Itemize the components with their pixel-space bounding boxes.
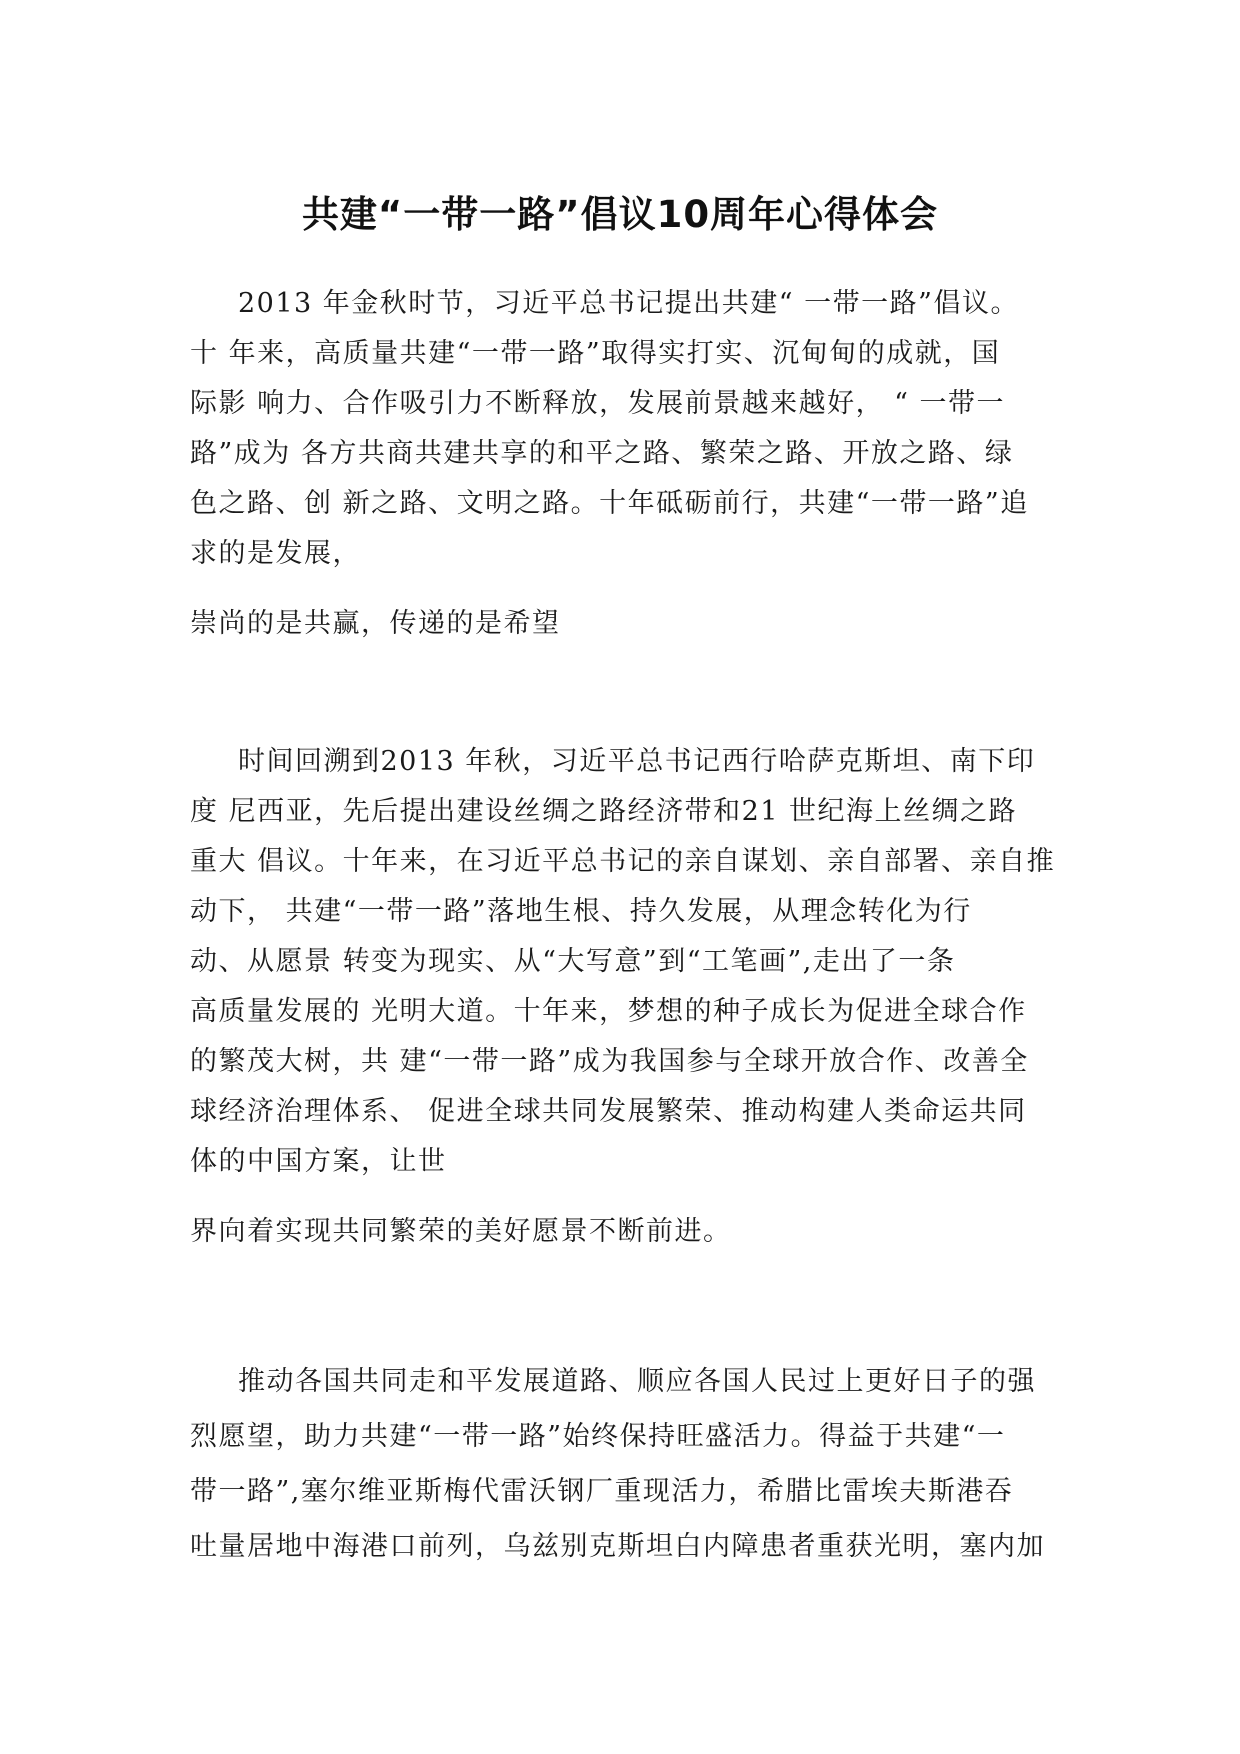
document-title: 共建“一带一路”倡议10周年心得体会 (301, 193, 939, 236)
text-line: 色之路、创 新之路、文明之路。十年砥砺前行，共建“一带一路”追 (190, 488, 1029, 519)
text-line: 2013 年金秋时节，习近平总书记提出共建“ 一带一路”倡议。 (238, 288, 1019, 319)
text-line: 的繁茂大树，共 建“一带一路”成为我国参与全球开放合作、改善全 (190, 1046, 1029, 1077)
text-line: 重大 倡议。十年来，在习近平总书记的亲自谋划、亲自部署、亲自推 (190, 846, 1056, 877)
text-line: 吐量居地中海港口前列，乌兹别克斯坦白内障患者重获光明，塞内加 (190, 1531, 1045, 1562)
text-line: 求的是发展， (190, 538, 361, 569)
text-line: 际影 响力、合作吸引力不断释放，发展前景越来越好， “ 一带一 (190, 388, 1006, 419)
text-line: 动下， 共建“一带一路”落地生根、持久发展，从理念转化为行 (190, 896, 972, 927)
text-line: 界向着实现共同繁荣的美好愿景不断前进。 (190, 1216, 732, 1247)
text-line: 度 尼西亚，先后提出建设丝绸之路经济带和21 世纪海上丝绸之路 (190, 796, 1018, 827)
text-line: 烈愿望，助力共建“一带一路”始终保持旺盛活力。得益于共建“一 (190, 1421, 1006, 1452)
text-line: 崇尚的是共赢，传递的是希望 (190, 608, 561, 639)
text-line: 体的中国方案，让世 (190, 1146, 447, 1177)
text-line: 球经济治理体系、 促进全球共同发展繁荣、推动构建人类命运共同 (190, 1096, 1027, 1127)
text-line: 推动各国共同走和平发展道路、顺应各国人民过上更好日子的强 (238, 1366, 1036, 1397)
text-line: 时间回溯到2013 年秋，习近平总书记西行哈萨克斯坦、南下印 (238, 746, 1036, 777)
text-line: 十 年来，高质量共建“一带一路”取得实打实、沉甸甸的成就，国 (190, 338, 1001, 369)
text-line: 带一路”,塞尔维亚斯梅代雷沃钢厂重现活力，希腊比雷埃夫斯港吞 (190, 1476, 1014, 1507)
text-line: 动、从愿景 转变为现实、从“大写意”到“工笔画”,走出了一条 (190, 946, 956, 977)
text-line: 路”成为 各方共商共建共享的和平之路、繁荣之路、开放之路、绿 (190, 438, 1014, 469)
text-line: 高质量发展的 光明大道。十年来，梦想的种子成长为促进全球合作 (190, 996, 1027, 1027)
